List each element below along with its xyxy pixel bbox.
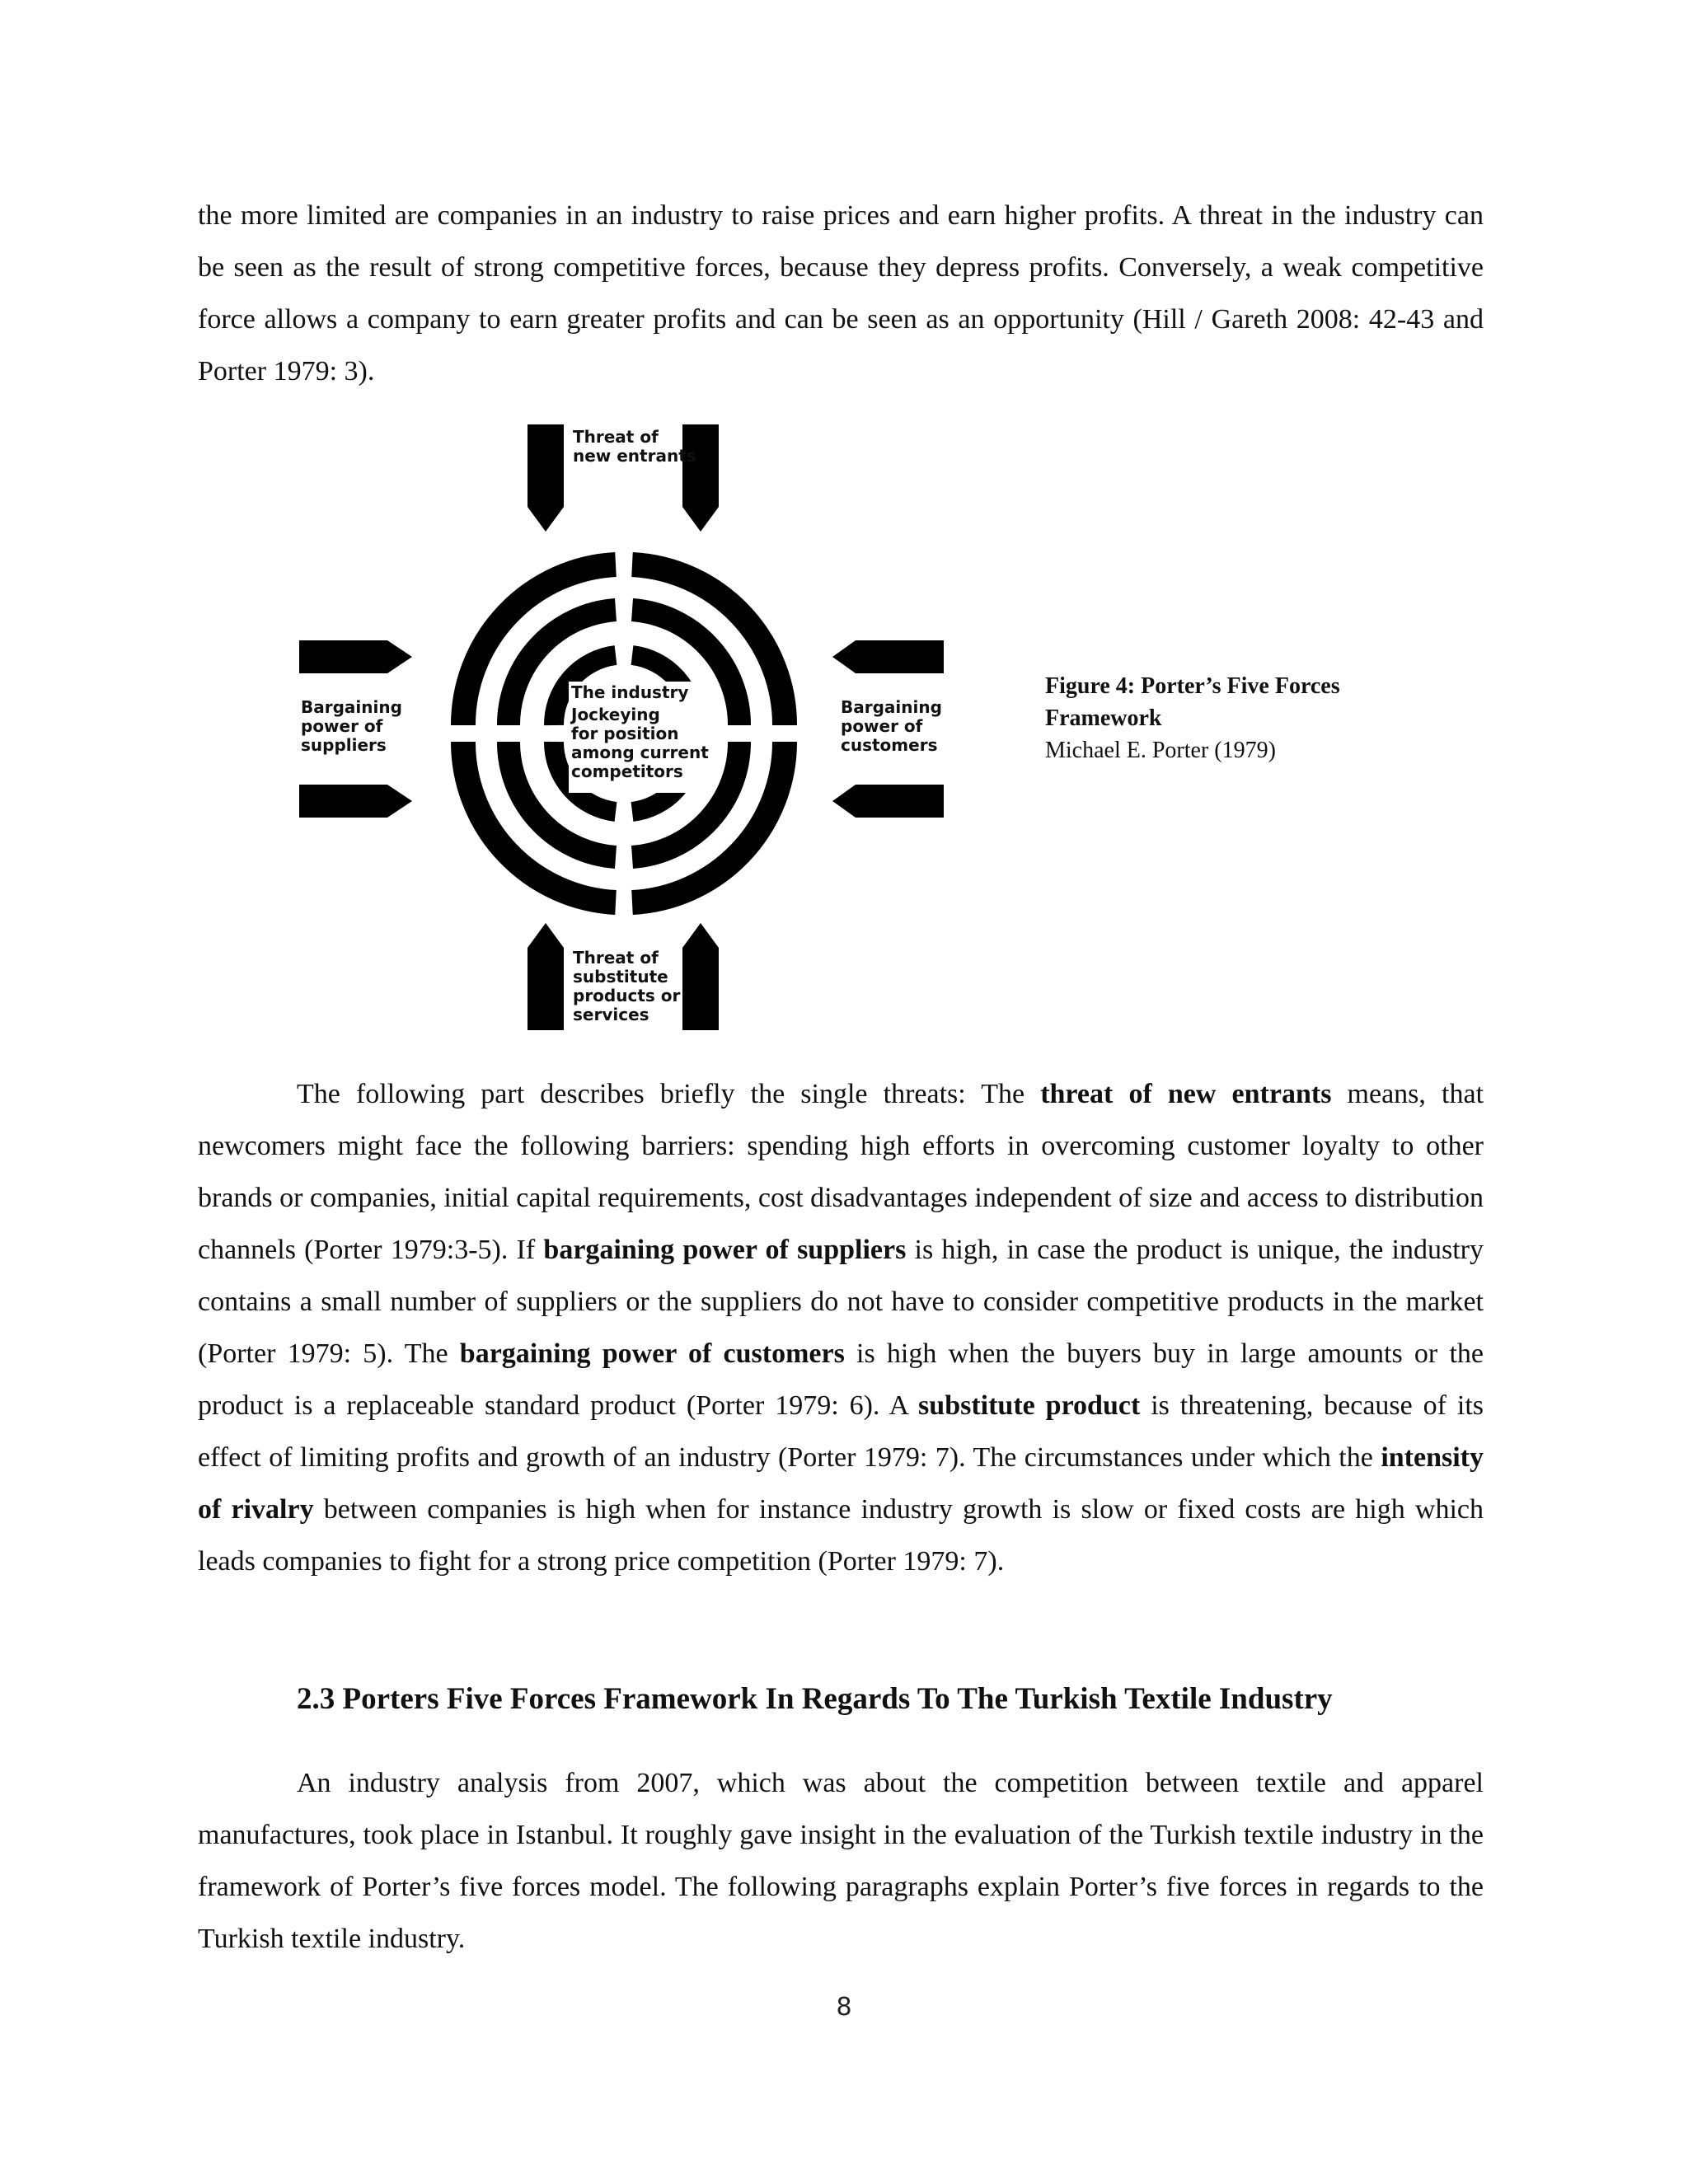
text-run: is high, in case the product is unique, the industry contains a small number of suppliers or the suppliers do not have to consider competitive products in the market (Porter 1979: 5). The — [198, 1235, 1484, 1369]
label-industry-2: Jockeying — [571, 705, 660, 724]
text-run: the more limited are companies in an industry to raise prices and earn higher profits. A threat in the industry can be seen as the result of strong competitive forces, because they depress profits. Conversely, a weak competitive force allows a company to earn greater profits and can be seen as an opportunity (Hill / Gareth 2008: 42-43 and Porter 1979: 3). — [198, 200, 1484, 387]
label-substitutes-2: substitute — [573, 967, 668, 987]
arrow-left-bottom — [299, 785, 412, 818]
label-new-entrants-1: Threat of — [573, 427, 659, 447]
label-substitutes-4: services — [573, 1005, 649, 1024]
paragraph-threats — [198, 1068, 1484, 1587]
label-industry-3: for position — [571, 724, 679, 743]
text-run: The following part describes briefly the single threats: The — [297, 1079, 1041, 1109]
text-run: is high when the buyers buy in large amounts or the product is a replaceable standard product (Porter 1979: 6). A — [198, 1338, 1484, 1421]
label-suppliers-2: power of — [301, 716, 383, 736]
label-industry-4: among current — [571, 743, 709, 762]
bold-term: intensity of rivalry — [198, 1442, 1484, 1525]
bold-term: bargaining power of customers — [459, 1338, 845, 1369]
arrow-top-left — [528, 424, 564, 532]
label-new-entrants-2: new entrants — [573, 446, 696, 466]
arrow-right-top-head — [832, 640, 856, 673]
page-number: 8 — [836, 1993, 852, 2022]
text-run: is threatening, because of its effect of limiting profits and growth of an industry (Porter 1979: 7). The circumstances under which the — [198, 1390, 1484, 1473]
arrow-right-top-bar — [856, 640, 944, 673]
figure-caption — [1045, 670, 1424, 766]
section-heading: 2.3 Porters Five Forces Framework In Regards To The Turkish Textile Industry — [297, 1682, 1333, 1716]
label-customers-3: customers — [841, 735, 938, 755]
label-industry-1: The industry — [571, 682, 689, 702]
label-customers-1: Bargaining — [841, 697, 942, 717]
five-forces-diagram — [293, 424, 952, 1034]
arrow-top-right — [682, 424, 719, 532]
label-industry-5: competitors — [571, 762, 683, 781]
figure-caption-source: Michael E. Porter (1979) — [1045, 738, 1276, 763]
bold-term: bargaining power of suppliers — [543, 1235, 907, 1265]
label-substitutes-1: Threat of — [573, 948, 659, 968]
text-run: between companies is high when for instance industry growth is slow or fixed costs are high which leads companies to fight for a strong price competition (Porter 1979: 7). — [198, 1494, 1484, 1577]
paragraph-industry-analysis — [198, 1757, 1484, 1965]
label-substitutes-3: products or — [573, 986, 681, 1005]
label-suppliers-1: Bargaining — [301, 697, 402, 717]
arrow-left-top — [299, 640, 412, 673]
five-forces-figure — [293, 424, 952, 1034]
label-suppliers-3: suppliers — [301, 735, 387, 755]
text-run: An industry analysis from 2007, which was about the competition between textile and apparel manufactures, took place in Istanbul. It roughly gave insight in the evaluation of the Turkish textile industry in the framework of Porter’s five forces model. The following paragraphs explain Porter’s five forces in regards to the Turkish textile industry. — [198, 1768, 1484, 1954]
arrow-bottom-right — [682, 923, 719, 1030]
bold-term: threat of new entrants — [1040, 1079, 1332, 1109]
arrow-bottom-left — [528, 923, 564, 1030]
bold-term: substitute product — [918, 1390, 1141, 1421]
label-customers-2: power of — [841, 716, 923, 736]
text-run: means, that newcomers might face the following barriers: spending high efforts in overcoming customer loyalty to other brands or companies, initial capital requirements, cost disadvantages independent of size and access to distribution channels (Porter 1979:3-5). If — [198, 1079, 1484, 1265]
figure-caption-title: Figure 4: Porter’s Five Forces Framework — [1045, 673, 1340, 731]
paragraph-intro — [198, 190, 1484, 397]
arrow-right-bottom-bar — [856, 785, 944, 818]
arrow-right-bottom-head — [832, 785, 856, 818]
